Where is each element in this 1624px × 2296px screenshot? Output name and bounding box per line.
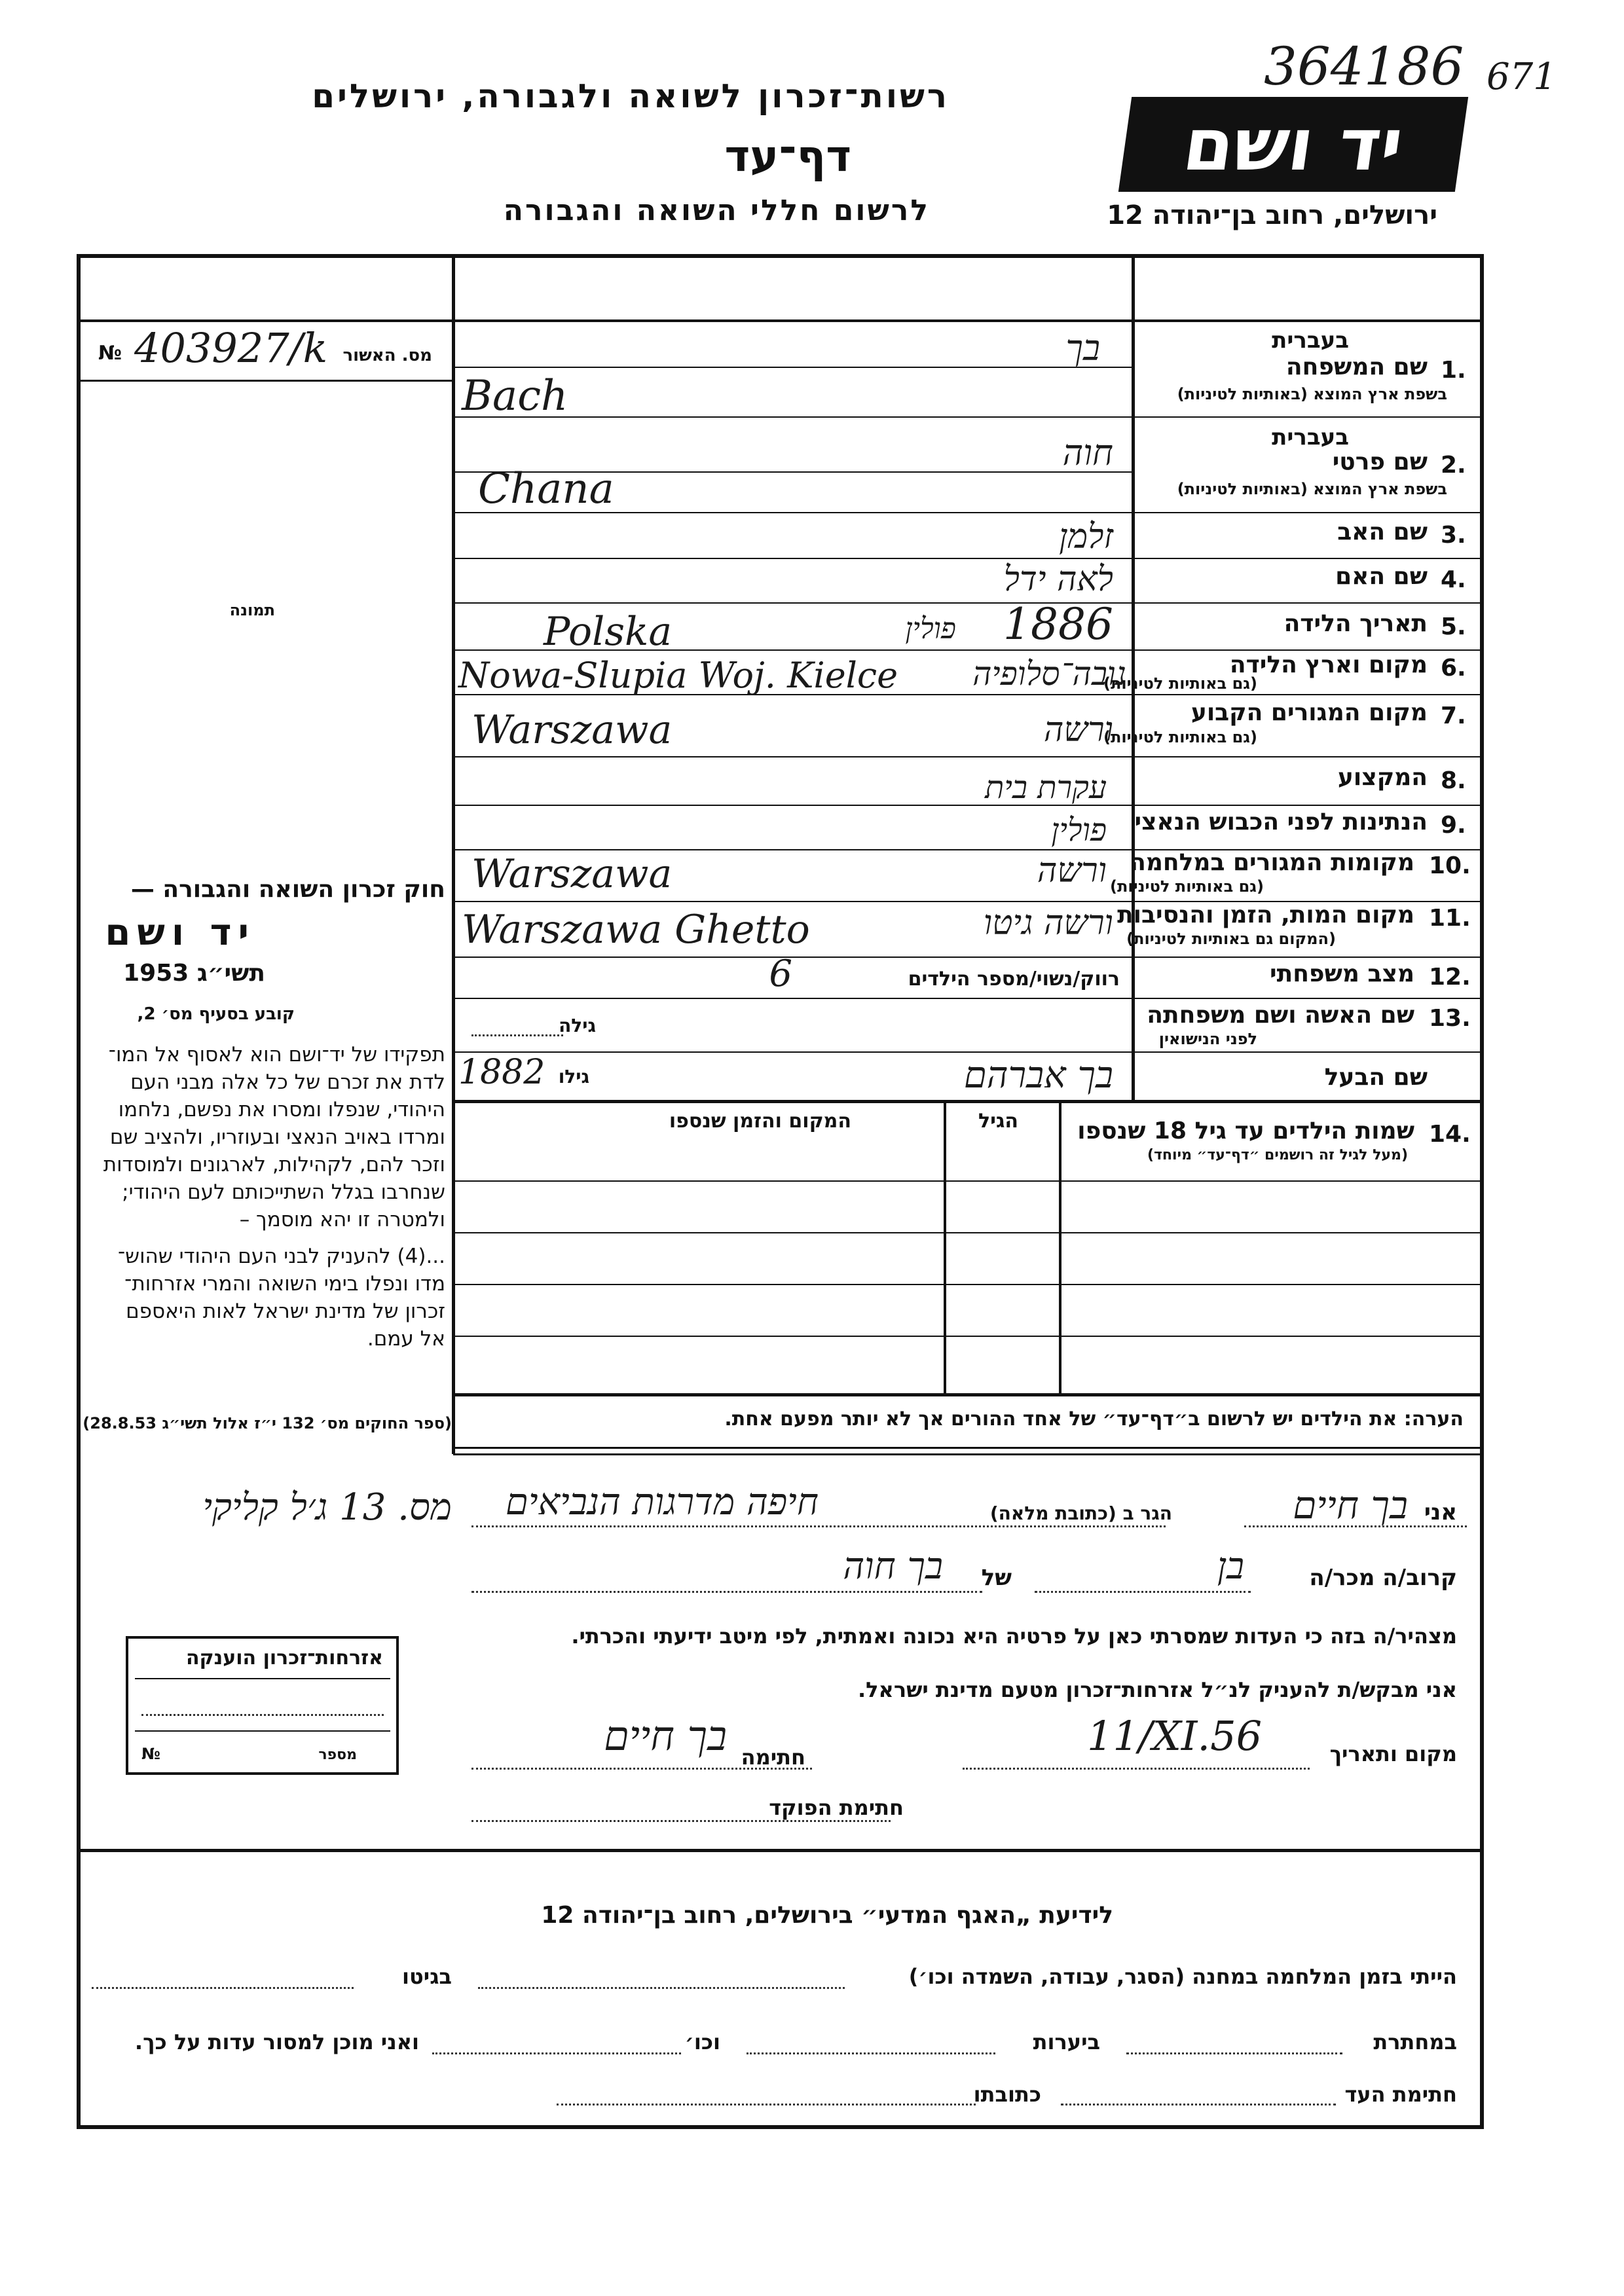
citizenship-number-label: מספר: [318, 1747, 357, 1763]
field-line: [453, 558, 1133, 559]
forests-label: ביערות: [1033, 2030, 1100, 2054]
law-clause: קובע בסעיף מס׳ 2,: [137, 1004, 295, 1024]
divider: [77, 319, 1484, 322]
declarant-name-field[interactable]: [1244, 1525, 1467, 1527]
logo-text: יד ושם: [1178, 102, 1409, 187]
yad-vashem-logo: [1118, 97, 1468, 192]
nationality: פולין: [1051, 812, 1107, 848]
relation-of-field[interactable]: [471, 1591, 982, 1593]
label-marital-status: מצב משפחתי: [1270, 960, 1414, 987]
residence-latin: Warszawa: [471, 707, 673, 753]
divider: [77, 1849, 1484, 1852]
law-line: היהודי, שנפלו ומסרו את נפשם, נלחמו: [118, 1098, 445, 1121]
column-age: הגיל: [978, 1110, 1018, 1133]
underground-label: במחתרת: [1373, 2030, 1457, 2054]
birth-place-hebrew: נובה־סלופיה: [972, 655, 1126, 693]
left-handwritten-note: מס. 13 ג׳ל קליקי: [202, 1486, 452, 1529]
declarant-name: בך חיים: [1293, 1483, 1408, 1527]
ghetto-field[interactable]: [92, 1987, 354, 1989]
law-line: זכרון של מדינת ישראל לאות היאספם: [126, 1300, 445, 1323]
birth-place-latin: Nowa-Slupia Woj. Kielce: [458, 655, 898, 696]
children-row-line: [453, 1284, 1484, 1285]
org-line: רשות־זכרון לשואה ולגבורה, ירושלים: [312, 77, 950, 115]
field-number: 7.: [1441, 702, 1466, 729]
field-number: 4.: [1441, 566, 1466, 593]
label-father-name: שם האב: [1337, 519, 1428, 545]
approval-label: מס. האשור: [342, 346, 432, 365]
husband-age: 1882: [458, 1053, 545, 1092]
heading-hebrew-1: בעברית: [1272, 327, 1349, 354]
approval-no-mark: №: [98, 342, 122, 365]
label-line: [1133, 558, 1484, 559]
law-line: ומרדו באויב הנאצי ובעוזריו, ולהציב שם: [109, 1125, 445, 1149]
label-i: אני: [1424, 1499, 1457, 1525]
law-year: [123, 960, 265, 987]
label-place-date: מקום ותאריך: [1329, 1741, 1457, 1766]
citizenship-line: [135, 1678, 390, 1679]
camp-field[interactable]: [478, 1987, 845, 1989]
mother-name: לאה ידל: [1003, 560, 1113, 599]
children-row-line: [453, 1232, 1484, 1233]
label-nationality: הנתינות לפני הכבוש הנאצי: [1134, 809, 1428, 835]
law-paragraph-1: [92, 1041, 445, 1353]
label-line: [1133, 756, 1484, 757]
law-line: מדו ונפלו בימי השואה והמרי אזרחות־: [124, 1272, 445, 1296]
death-place-hebrew: ורשה גיטו: [983, 903, 1113, 943]
wartime-residence-hebrew: ורשה: [1037, 851, 1107, 890]
column-divider: [944, 1102, 946, 1395]
request: אני מבקש/ת להעניק לנ״ל אזרחות־זכרון מטעם מדינת ישראל.: [858, 1677, 1457, 1702]
first-name-latin: Chana: [478, 465, 614, 513]
signature: בך חיים: [604, 1712, 727, 1760]
wife-age-label: גילה: [559, 1015, 596, 1036]
birth-country-hebrew: פולין: [905, 612, 956, 646]
label-officer-signature: חתימת הפוקד: [769, 1795, 904, 1820]
approval-number: 403927/k: [134, 324, 328, 372]
label-line: [1133, 805, 1484, 806]
field-number: 6.: [1441, 655, 1466, 682]
label-profession: המקצוע: [1337, 764, 1428, 791]
column-place-time: המקום והזמן שנספו: [669, 1110, 851, 1133]
note: הערה: את הילדים יש לרשום ב״דף־עד״ של אחד ההורים אך לא יותר מפעם אחת.: [724, 1408, 1464, 1430]
law-line: תפקידו של יד־ושם הוא לאסוף אל המו־: [108, 1043, 445, 1066]
statement: מצהיר/ה בזה כי העדות שמסרתי כאן על פרטיה היא נכונה ואמתית, לפי מיטב ידיעתי והכרתי.: [571, 1624, 1457, 1649]
field-number: 1.: [1441, 357, 1466, 384]
law-heading: חוק זכרון השואה והגבורה —: [130, 876, 445, 903]
label-line: [1133, 957, 1484, 958]
divider: [453, 1393, 1484, 1396]
law-line: אל עמם.: [367, 1327, 445, 1351]
father-name: זלמן: [1059, 517, 1113, 556]
archive-number: 364186: [1264, 36, 1464, 97]
declarant-address-field[interactable]: [471, 1525, 1166, 1527]
citizenship-title: אזרחות־זכרון הוענקה: [185, 1647, 383, 1669]
children-row-line: [453, 1336, 1484, 1337]
law-year-number: 1953: [123, 960, 189, 987]
field-number: 11.: [1429, 905, 1471, 932]
label-relation: קרוב/ה מכר/ה: [1309, 1565, 1457, 1591]
form-subtitle: לרשום חללי השואה והגבורה: [503, 194, 930, 227]
citizenship-box: [126, 1636, 399, 1775]
citizenship-field[interactable]: [141, 1714, 384, 1716]
photo-label: תמונה: [229, 601, 275, 619]
column-divider: [452, 254, 455, 1454]
field-number: 10.: [1429, 852, 1471, 879]
label-family-name: שם המשפחה: [1285, 354, 1428, 380]
sublabel-family-name: בשפת ארץ המוצא (באותיות לטיניות): [1177, 385, 1447, 403]
field-line: [453, 849, 1133, 850]
wife-age-field[interactable]: [471, 1034, 563, 1036]
label-first-name: שם פרטי: [1332, 448, 1428, 475]
label-line: [1133, 416, 1484, 418]
residence-hebrew: ורשה: [1043, 710, 1113, 750]
field-line: [453, 998, 1133, 999]
field-number: 13.: [1429, 1005, 1471, 1032]
address: ירושלים, רחוב בן־יהודה 12: [1107, 200, 1437, 230]
family-name-latin: Bach: [462, 372, 568, 420]
divider: [77, 380, 453, 382]
column-divider: [1059, 1102, 1061, 1395]
husband-name: בך אברהם: [963, 1054, 1113, 1097]
place-date-value: 11/XI.56: [1087, 1712, 1263, 1760]
field-number: 2.: [1441, 452, 1466, 479]
sublabel-death-place: (המקום גם באותיות לטיניות): [1126, 930, 1336, 948]
label-husband-name: שם הבעל: [1324, 1064, 1428, 1091]
family-name-hebrew: בך: [1065, 327, 1100, 369]
profession: עקרת בית: [985, 769, 1107, 806]
law-line: ...(4) להעניק לבני העם היהודי שהוש־: [117, 1245, 445, 1268]
field-line: [453, 1051, 1133, 1053]
law-line: שנחרבו בגלל השתייכותם לעם היהודי;: [122, 1180, 445, 1204]
field-line: [453, 756, 1133, 757]
law-line: ולמטרה זו יהא מוסמך –: [239, 1208, 445, 1231]
witness-address-field[interactable]: [557, 2104, 976, 2105]
sublabel-residence: (גם באותיות לטיניות): [1103, 728, 1257, 746]
sublabel-birth-place: (גם באותיות לטיניות): [1103, 674, 1257, 693]
signature-field[interactable]: [471, 1768, 812, 1770]
ghetto-label: בגיטו: [402, 1964, 452, 1989]
place-date-field[interactable]: [963, 1768, 1310, 1770]
label-residence: מקום המגורים הקבוע: [1190, 699, 1428, 726]
label-death-place: מקום המות, הזמן והנסיבות: [1117, 902, 1414, 928]
law-year-hebrew: תשי״ג: [196, 960, 265, 987]
first-name-hebrew: חוה: [1062, 432, 1113, 473]
field-number: 3.: [1441, 522, 1466, 549]
field-number: 12.: [1429, 964, 1471, 991]
birth-year: 1886: [1003, 599, 1113, 649]
sublabel-wartime-residence: (גם באותיות לטיניות): [1110, 877, 1264, 896]
field-line: [453, 901, 1133, 902]
sublabel-wife-name: לפני הנישואין: [1158, 1030, 1257, 1048]
relation-value: בן: [1217, 1545, 1244, 1588]
field-number: 9.: [1441, 812, 1466, 839]
divider: [453, 1453, 1484, 1455]
field-number: 14.: [1429, 1121, 1471, 1148]
death-place-latin: Warszawa Ghetto: [462, 907, 810, 953]
field-number: 5.: [1441, 613, 1466, 640]
citizenship-line: [135, 1730, 390, 1732]
law-name: יד ושם: [105, 911, 255, 954]
corner-mark: 671: [1486, 56, 1557, 98]
relation-field[interactable]: [1035, 1591, 1251, 1593]
witness-address-label: כתובתו: [973, 2082, 1041, 2107]
bottom-title: לידיעת „האגף המדעי״ בירושלים, רחוב בן־יהודה 12: [541, 1902, 1113, 1929]
relation-of-value: בך חוה: [843, 1545, 943, 1588]
label-mother-name: שם האם: [1335, 563, 1428, 590]
witness-signature-label: חתימת העד: [1344, 2082, 1457, 2107]
etc-field[interactable]: [432, 2052, 681, 2054]
label-line: [1133, 694, 1484, 695]
law-line: לדת את זכרם של כל אלה מבני העם: [130, 1070, 445, 1094]
form-title: דף־עד: [724, 131, 851, 181]
heading-hebrew-2: בעברית: [1272, 424, 1349, 450]
forests-field[interactable]: [747, 2052, 995, 2054]
law-source: (ספר החוקים מס׳ 132 י״ז אלול תשי״ג 28.8.53): [83, 1414, 452, 1432]
sublabel-first-name: בשפת ארץ המוצא (באותיות לטיניות): [1177, 480, 1447, 498]
field-line: [453, 957, 1133, 958]
label-line: [1133, 998, 1484, 999]
label-line: [1133, 1051, 1484, 1053]
underground-field[interactable]: [1126, 2052, 1342, 2054]
label-wife-name: שם האשה ושם משפחתה: [1147, 1002, 1414, 1029]
citizenship-no-mark: №: [141, 1745, 160, 1763]
officer-signature-field[interactable]: [471, 1820, 891, 1822]
testify-label: ואני מוכן למסור עדות על כך.: [134, 2030, 419, 2054]
camp-line: הייתי בזמן המלחמה במחנה (הסגר, עבודה, השמדה וכו׳): [908, 1964, 1457, 1989]
birth-country-latin: Polska: [544, 609, 673, 655]
etc-label: וכו׳: [684, 2030, 720, 2054]
label-line: [1133, 512, 1484, 513]
label-line: [1133, 602, 1484, 604]
label-children: שמות הילדים עד גיל 18 שנספו: [1077, 1118, 1414, 1144]
witness-signature-field[interactable]: [1061, 2104, 1336, 2105]
label-birth-place: מקום וארץ הלידה: [1229, 651, 1428, 678]
divider: [453, 1100, 1484, 1103]
field-number: 8.: [1441, 767, 1466, 794]
label-wartime-residence: מקומות המגורים במלחמה: [1130, 849, 1414, 876]
label-address: הגר ב (כתובת מלאה): [989, 1503, 1172, 1524]
declarant-address: חיפה מדרגות הנביאים: [505, 1481, 819, 1523]
field-line: [453, 367, 1133, 368]
label-of: של: [981, 1565, 1012, 1591]
label-line: [1133, 649, 1484, 651]
law-line: וזכר להם, לקהילות, לארגונים ולמוסדות: [103, 1153, 445, 1176]
sublabel-children: (מעל לגיל זה רושמים ״דף־עד״ מיוחד): [1147, 1147, 1408, 1163]
label-signature: חתימה: [741, 1745, 805, 1770]
divider: [453, 1447, 1484, 1449]
label-birth-date: תאריך הלידה: [1283, 610, 1428, 637]
wartime-residence-latin: Warszawa: [471, 851, 673, 897]
children-count: 6: [769, 953, 792, 995]
children-row-line: [453, 1180, 1484, 1182]
husband-age-label: גילו: [558, 1066, 589, 1087]
marital-status-printed: רווק/נשוי/מספר הילדים: [908, 968, 1120, 991]
